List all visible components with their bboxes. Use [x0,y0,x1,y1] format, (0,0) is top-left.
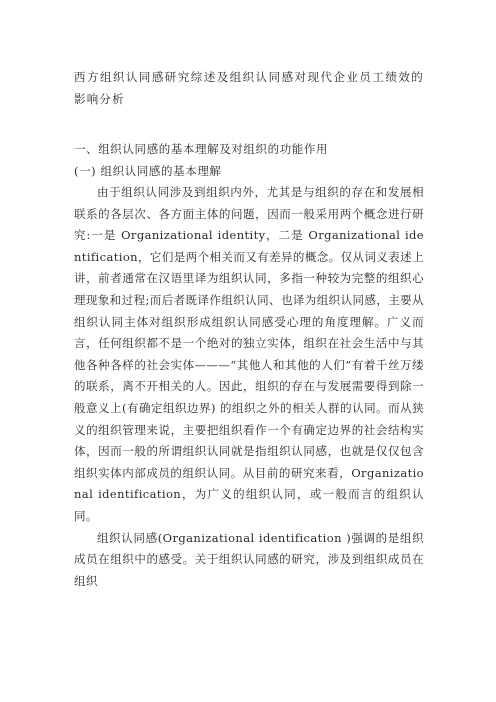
document-body [74,66,424,592]
body-paragraph-2: 组织认同感(Organizational identification )强调的是组织成员在组织中的感受。关于组织认同感的研究，涉及到组织成员在组织 [74,530,424,588]
body-paragraph-1: 由于组织认同涉及到组织内外，尤其是与组织的存在和发展相联系的各层次、各方面主体的问题，因而一般采用两个概念进行研究:一是 Organizational identity，二是 Organizational identification，它们是两个相关而又有差异的概念。仅从词义表述上讲，前者通常在汉语里译为组织认同，多指一种较为完整的组织心理现象和过程;而后者既译作组织认同、也译为组织认同感，主要从组织认同主体对组织形成组织认同感受心理的角度理解。广义而言，任何组织都不是一个绝对的独立实体，组织在社会生活中与其他各种各样的社会实体———“其他人和其他的人们”有着千丝万缕的联系，离不开相关的人。因此，组织的存在与发展需要得到除一般意义上(有确定组织边界) 的组织之外的相关人群的认同。而从狭义的组织管理来说，主要把组织看作一个有确定边界的社会结构实体，因而一般的所谓组织认同就是指组织认同感，也就是仅仅包含组织实体内部成员的组织认同。从目前的研究来看，Organizational identification，为广义的组织认同，或一般而言的组织认同。 [74,185,424,523]
title-spacer [74,110,424,139]
section-heading: 一、组织认同感的基本理解及对组织的功能作用 [74,142,329,156]
subsection-heading: (一) 组织认同感的基本理解 [74,163,222,178]
document-title: 西方组织认同感研究综述及组织认同感对现代企业员工绩效的影响分析 [74,70,424,106]
